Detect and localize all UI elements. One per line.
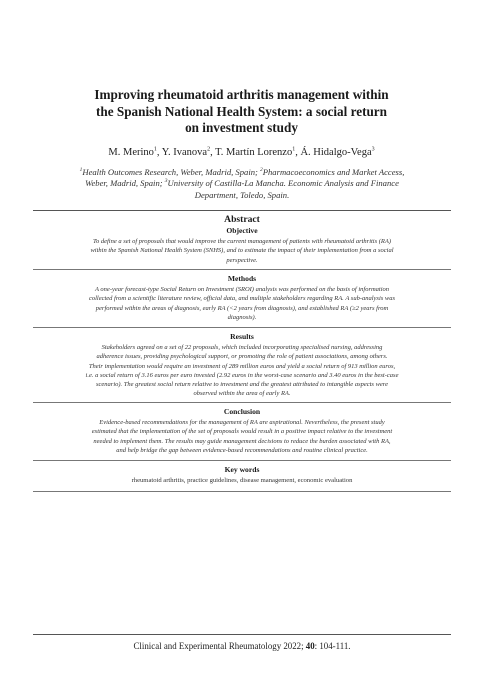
conclusion-text	[36, 418, 448, 455]
divider	[33, 269, 451, 270]
author-affiliation-marker: 1	[292, 146, 296, 153]
footer-divider	[33, 634, 451, 635]
text-line: needed to implement them. The results may guide management decisions to reduce the burden associated with RA,	[93, 437, 391, 445]
affiliation-marker: 3	[164, 178, 168, 185]
divider	[33, 491, 451, 492]
journal-volume: 40	[305, 641, 315, 651]
text-line: performed within the areas of diagnosis, early RA (<2 years from diagnosis), and established RA (≥2 years from	[95, 304, 389, 312]
author-separator: ,	[295, 147, 301, 158]
affiliation-text: Department, Toledo, Spain.	[194, 189, 290, 200]
text-line: A one-year forecast-type Social Return on Investment (SROI) analysis was performed on the basis of information	[94, 286, 390, 293]
author-separator: ,	[210, 147, 216, 158]
text-line: To define a set of proposals that would improve the current management of patients with rheumatoid arthritis (RA)	[92, 238, 392, 245]
text-line: i.e. a social return of 3.16 euros per euro invested (2.92 euros in the worst-case scenario and 3.40 euros in the best-case	[85, 371, 399, 379]
divider	[33, 327, 451, 328]
author-affiliation-marker: 3	[371, 146, 375, 153]
text-line: diagnosis).	[227, 313, 257, 321]
divider	[33, 210, 451, 211]
author-name: M. Merino	[108, 147, 154, 158]
keywords-text: rheumatoid arthritis, practice guidelines, disease management, economic evaluation	[131, 477, 353, 484]
journal-pages: : 104-111.	[314, 641, 351, 651]
text-line: Their implementation would require an investment of 289 million euros and yield a social return of 913 million euros,	[88, 362, 396, 370]
affiliation-marker: 2	[260, 167, 263, 174]
text-line: Evidence-based recommendations for the management of RA are aspirational. Nevertheless, the present study	[99, 419, 385, 426]
author-list	[40, 147, 443, 158]
objective-heading: Objective	[226, 226, 258, 235]
title-line: the Spanish National Health System: a social return	[96, 103, 387, 119]
conclusion-heading: Conclusion	[223, 407, 261, 416]
affiliation-marker: 1	[79, 167, 83, 174]
text-line: adherence issues, providing psychological support, or promoting the role of patient associations, among others.	[96, 353, 388, 361]
text-line: Stakeholders agreed on a set of 22 proposals, which included incorporating specialised nursing, addressing	[101, 344, 383, 351]
title-line: on investment study	[185, 120, 298, 135]
author-name: T. Martín Lorenzo	[215, 147, 293, 158]
affiliations	[48, 167, 436, 201]
text-line: observed within the area of early RA.	[193, 390, 291, 398]
author-name: Á. Hidalgo-Vega	[300, 147, 372, 158]
author-affiliation-marker: 2	[207, 146, 211, 153]
divider	[33, 402, 451, 403]
methods-heading: Methods	[227, 274, 257, 283]
author-separator: ,	[156, 147, 162, 158]
results-text	[36, 343, 448, 399]
author-name: Y. Ivanova	[161, 147, 208, 158]
text-line: scenario). The greatest social return relative to investment and the greatest attributed to intangible aspects were	[96, 381, 388, 389]
abstract-heading: Abstract	[224, 214, 260, 225]
title-line: Improving rheumatoid arthritis management within	[94, 87, 389, 102]
author-affiliation-marker: 1	[153, 146, 157, 153]
text-line: estimated that the implementation of the set of proposals would result in a positive impact relative to the investment	[91, 428, 393, 436]
keywords-heading: Key words	[224, 465, 260, 474]
methods-text	[36, 285, 448, 322]
affiliation-text: Weber, Madrid, Spain;	[85, 178, 165, 189]
affiliation-text: Health Outcomes Research, Weber, Madrid, Spain;	[82, 167, 261, 177]
objective-text	[36, 237, 448, 265]
article-title	[60, 87, 423, 137]
journal-name: Clinical and Experimental Rheumatology 2022;	[133, 641, 306, 651]
text-line: within the Spanish National Health System (SNHS), and to estimate the impact of their implementation from a social	[90, 247, 394, 255]
text-line: collected from a scientific literature review, official data, and multiple stakeholders regarding RA. A sub-analysis was	[88, 295, 396, 303]
results-heading: Results	[230, 332, 254, 341]
affiliation-text: Pharmacoeconomics and Market Access,	[262, 167, 405, 177]
text-line: and help bridge the gap between evidence-based recommendations and routine clinical practice.	[116, 446, 368, 454]
text-line: perspective.	[226, 256, 258, 264]
journal-citation	[33, 641, 451, 651]
affiliation-text: University of Castilla-La Mancha. Economic Analysis and Finance	[167, 178, 399, 189]
divider	[33, 460, 451, 461]
